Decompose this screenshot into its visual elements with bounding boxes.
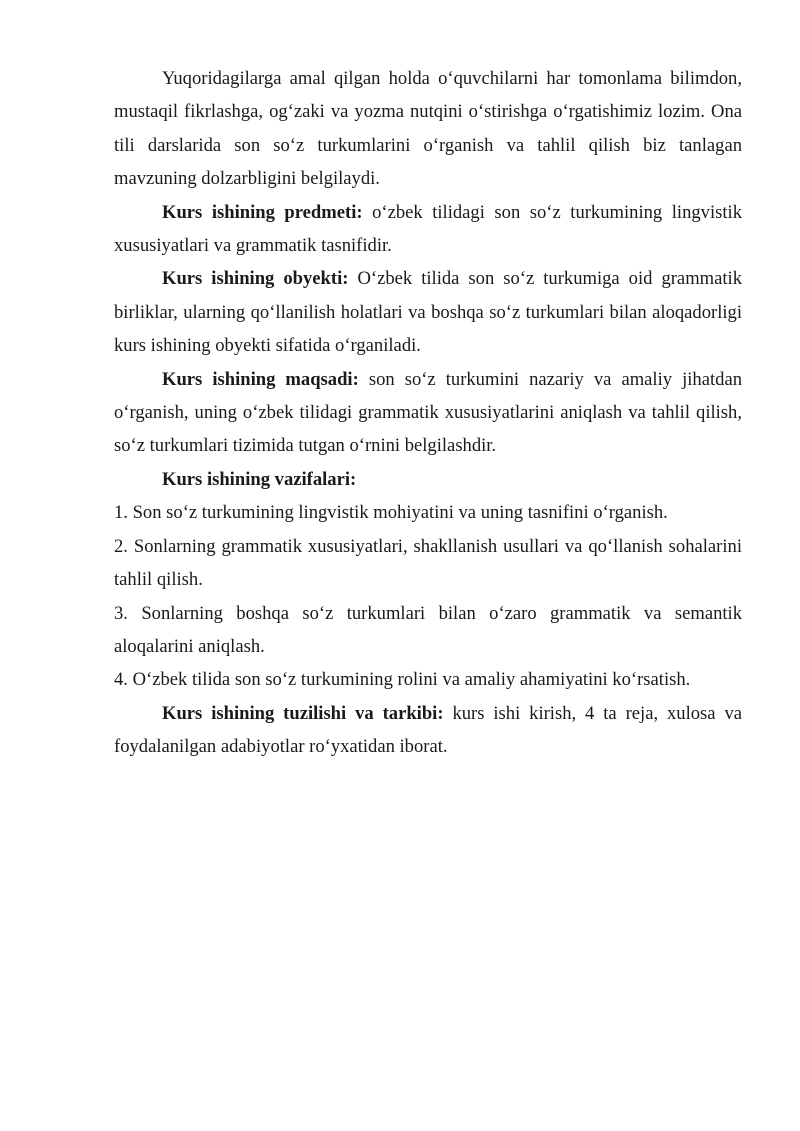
- vazifalar-heading-paragraph: [114, 463, 742, 496]
- vazifa-item-1: 1. Son so‘z turkumining lingvistik mohiyatini va uning tasnifini o‘rganish.: [114, 502, 668, 524]
- obyekt-text: O‘zbek tilida son so‘z turkumiga oid grammatik birliklar, ularning qo‘llanilish holatlari va boshqa so‘z turkumlari bilan aloqadorligi kurs ishining obyekti sifatida o‘rganiladi.: [114, 268, 742, 357]
- obyekt-label: Kurs ishining obyekti:: [162, 268, 349, 290]
- vazifa-item-2: 2. Sonlarning grammatik xususiyatlari, shakllanish usullari va qo‘llanish sohalarini tahlil qilish.: [114, 535, 742, 591]
- intro-paragraph: Yuqoridagilarga amal qilgan holda o‘quvchilarni har tomonlama bilimdon, mustaqil fikrlashga, og‘zaki va yozma nutqini o‘stirishga o‘rgatishimiz lozim. Ona tili darslarida son so‘z turkumlarini o‘rganish va tahlil qilish biz tanlagan mavzuning dolzarbligini belgilaydi.: [114, 68, 742, 190]
- vazifa-item-4: 4. O‘zbek tilida son so‘z turkumining rolini va amaliy ahamiyatini ko‘rsatish.: [114, 669, 691, 691]
- maqsad-paragraph: [114, 363, 742, 463]
- tuzilish-paragraph: [114, 697, 742, 764]
- predmet-text: o‘zbek tilidagi son so‘z turkumining lingvistik xususiyatlari va grammatik tasnifidir.: [114, 201, 742, 257]
- predmet-paragraph: [114, 196, 742, 263]
- vazifa-item-3: 3. Sonlarning boshqa so‘z turkumlari bilan o‘zaro grammatik va semantik aloqalarini aniqlash.: [114, 602, 742, 657]
- maqsad-label: Kurs ishining maqsadi:: [162, 368, 359, 390]
- document-page: [114, 62, 742, 764]
- tuzilish-text: kurs ishi kirish, 4 ta reja, xulosa va foydalanilgan adabiyotlar ro‘yxatidan iborat.: [114, 702, 742, 758]
- tuzilish-label: Kurs ishining tuzilishi va tarkibi:: [162, 702, 444, 724]
- obyekt-paragraph: [114, 262, 742, 362]
- vazifalar-heading: Kurs ishining vazifalari:: [162, 468, 357, 490]
- maqsad-text: son so‘z turkumini nazariy va amaliy jihatdan o‘rganish, uning o‘zbek tilidagi grammatik xususiyatlarini aniqlash va tahlil qilish, so‘z turkumlari tizimida tutgan o‘rnini belgilashdir.: [114, 368, 742, 457]
- predmet-label: Kurs ishining predmeti:: [162, 201, 363, 223]
